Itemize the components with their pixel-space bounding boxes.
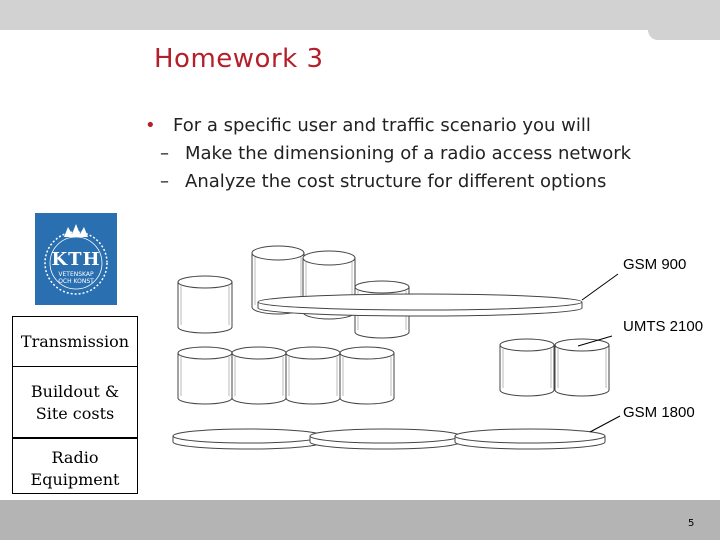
umts-cylinder	[178, 347, 232, 404]
sub-bullet-text: Make the dimensioning of a radio access network	[185, 143, 632, 164]
umts-cylinder	[555, 339, 609, 396]
bullet-text: For a specific user and traffic scenario you will	[173, 115, 591, 136]
logo-line1: VETENSKAP	[58, 271, 94, 278]
umts-cylinder	[232, 347, 286, 404]
gsm1800-disk	[455, 429, 605, 449]
gsm900-transmission-disk	[258, 294, 582, 316]
label-gsm1800: GSM 1800	[623, 404, 695, 421]
bullet-dot-icon: •	[145, 115, 156, 136]
dash-icon: –	[160, 143, 169, 164]
page-number: 5	[688, 518, 695, 529]
pointer-line	[590, 416, 620, 432]
legend-buildout	[12, 366, 138, 438]
sub-bullet-text: Analyze the cost structure for different options	[185, 171, 607, 192]
slide-title: Homework 3	[154, 44, 324, 74]
label-gsm900: GSM 900	[623, 256, 687, 273]
gsm900-cylinder	[178, 276, 232, 333]
legend-transmission	[12, 316, 138, 368]
pointer-line	[582, 274, 618, 300]
legend-buildout-label: Buildout & Site costs	[30, 382, 120, 423]
dash-icon: –	[160, 171, 169, 192]
legend-transmission-label: Transmission	[20, 332, 130, 351]
legend-radio-label: Radio Equipment	[30, 448, 120, 489]
logo-name: KTH	[51, 249, 101, 270]
logo-line2: OCH KONST	[58, 278, 94, 285]
gsm1800-disk	[173, 429, 323, 449]
legend-radio	[12, 438, 138, 494]
label-umts2100: UMTS 2100	[623, 318, 704, 335]
umts-cylinder	[340, 347, 394, 404]
umts-cylinder	[500, 339, 554, 396]
gsm1800-disk	[310, 429, 460, 449]
umts-cylinder	[286, 347, 340, 404]
